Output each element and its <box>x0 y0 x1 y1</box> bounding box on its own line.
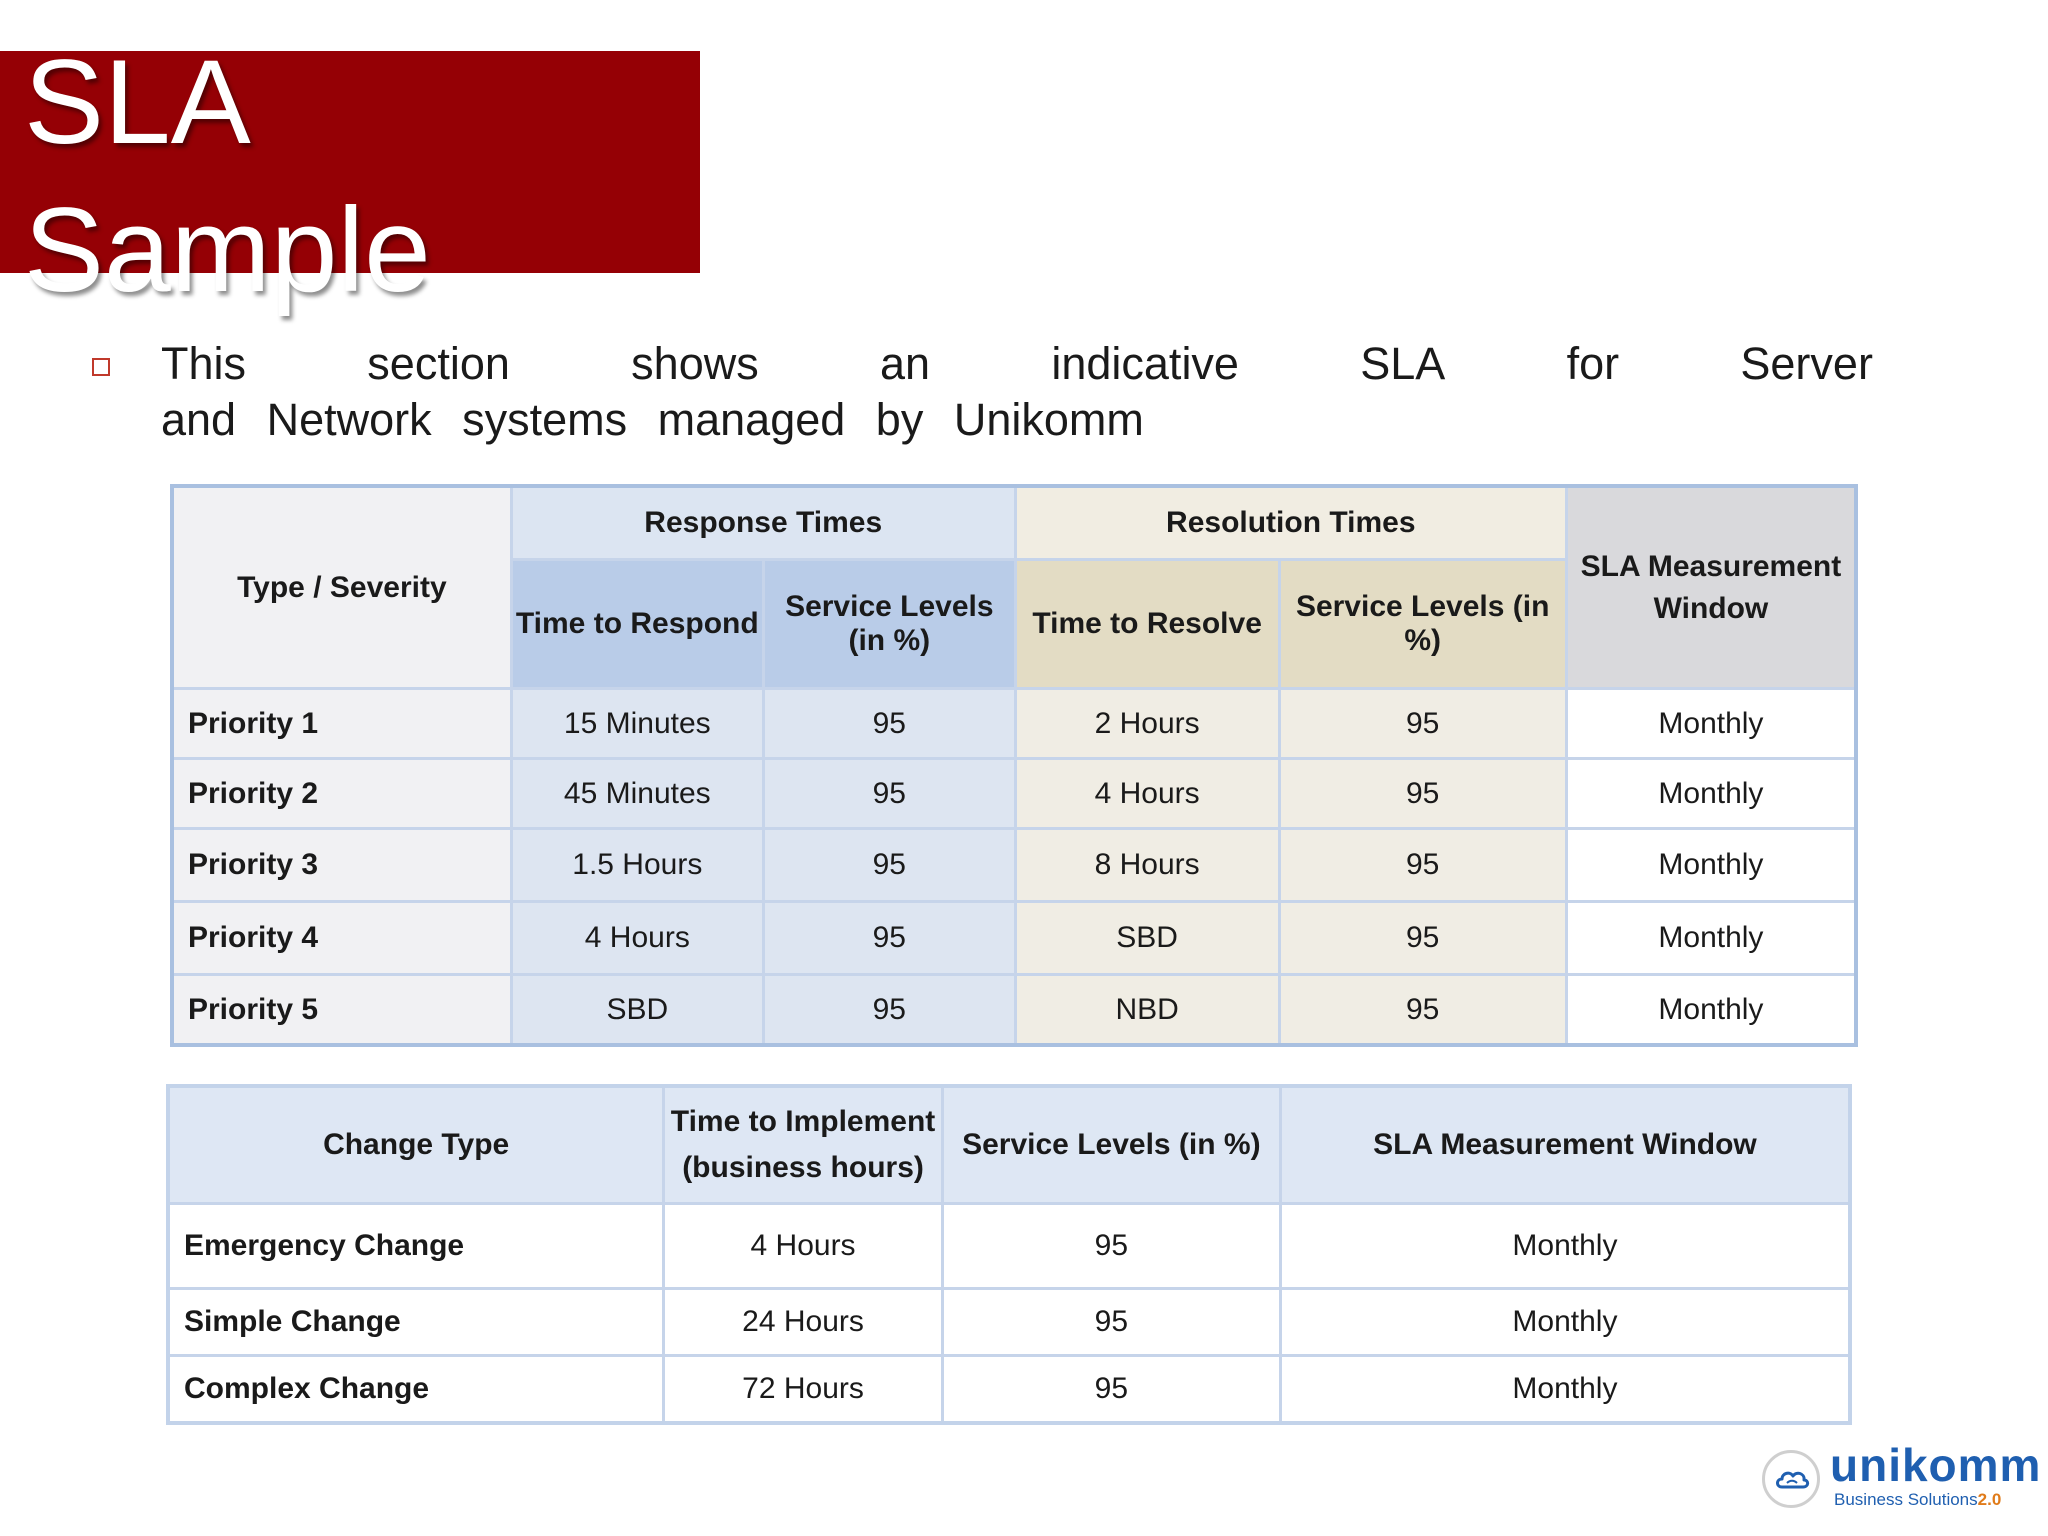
resolve-time-cell: 8 Hours <box>1015 829 1279 902</box>
resolve-sl-cell: 95 <box>1279 759 1566 829</box>
change-window-header: SLA Measurement Window <box>1280 1086 1850 1204</box>
type-severity-header: Type / Severity <box>172 486 511 689</box>
time-to-implement-header <box>664 1086 943 1204</box>
response-times-header: Response Times <box>511 486 1015 560</box>
logo-tagline <box>1834 1490 2001 1510</box>
respond-sl-cell: 95 <box>763 829 1015 902</box>
sla-severity-table <box>170 484 1858 1047</box>
resolve-sl-cell: 95 <box>1279 689 1566 759</box>
bullet-word: Server <box>1740 338 1873 389</box>
resolve-sl-cell: 95 <box>1279 902 1566 975</box>
square-bullet-icon <box>92 358 110 376</box>
bullet-word: shows <box>631 338 759 389</box>
bullet-text <box>161 336 1961 448</box>
change-service-levels-header: Service Levels (in %) <box>942 1086 1280 1204</box>
change-sl-cell: 95 <box>942 1356 1280 1424</box>
change-type-table <box>166 1084 1852 1425</box>
implement-time-cell: 24 Hours <box>664 1289 943 1356</box>
bullet-word: indicative <box>1051 338 1239 389</box>
bullet-line-2: and Network systems managed by Unikomm <box>161 394 1144 445</box>
change-window-cell: Monthly <box>1280 1289 1850 1356</box>
time-to-implement-line-2: (business hours) <box>682 1151 924 1184</box>
response-service-levels-header: Service Levels (in %) <box>763 560 1015 689</box>
time-to-implement-line-1: Time to Implement <box>670 1105 936 1138</box>
sla-window-header-line-2: Window <box>1653 591 1769 625</box>
respond-time-cell: 4 Hours <box>511 902 763 975</box>
logo-tagline-text: Business Solutions <box>1834 1490 1978 1509</box>
cloud-icon-svg <box>1774 1465 1810 1493</box>
resolve-time-cell: SBD <box>1015 902 1279 975</box>
logo-wordmark: unikomm <box>1830 1439 2042 1491</box>
resolve-time-cell: 2 Hours <box>1015 689 1279 759</box>
cloud-icon <box>1762 1450 1820 1508</box>
window-cell: Monthly <box>1566 902 1856 975</box>
bullet-line-1 <box>161 336 1873 392</box>
priority-cell: Priority 5 <box>172 975 511 1046</box>
respond-time-cell: 1.5 Hours <box>511 829 763 902</box>
change-name-cell: Simple Change <box>168 1289 664 1356</box>
sla-window-header-line-1: SLA Measurement <box>1580 549 1842 583</box>
table-row <box>168 1204 1850 1289</box>
change-name-cell: Complex Change <box>168 1356 664 1424</box>
table-row <box>172 829 1856 902</box>
resolve-time-cell: 4 Hours <box>1015 759 1279 829</box>
time-to-respond-header: Time to Respond <box>511 560 763 689</box>
change-sl-cell: 95 <box>942 1289 1280 1356</box>
respond-time-cell: SBD <box>511 975 763 1046</box>
change-window-cell: Monthly <box>1280 1204 1850 1289</box>
respond-sl-cell: 95 <box>763 975 1015 1046</box>
window-cell: Monthly <box>1566 759 1856 829</box>
implement-time-cell: 4 Hours <box>664 1204 943 1289</box>
priority-cell: Priority 4 <box>172 902 511 975</box>
bullet-word: for <box>1566 338 1620 389</box>
window-cell: Monthly <box>1566 829 1856 902</box>
resolve-time-cell: NBD <box>1015 975 1279 1046</box>
bullet-word: This <box>161 338 247 389</box>
change-window-cell: Monthly <box>1280 1356 1850 1424</box>
sla-window-header <box>1566 486 1856 689</box>
resolution-service-levels-header: Service Levels (in %) <box>1279 560 1566 689</box>
table-row <box>172 902 1856 975</box>
window-cell: Monthly <box>1566 975 1856 1046</box>
respond-sl-cell: 95 <box>763 902 1015 975</box>
time-to-resolve-header: Time to Resolve <box>1015 560 1279 689</box>
resolve-sl-cell: 95 <box>1279 975 1566 1046</box>
table-row <box>172 759 1856 829</box>
table-row <box>172 689 1856 759</box>
table-row <box>172 975 1856 1046</box>
implement-time-cell: 72 Hours <box>664 1356 943 1424</box>
respond-sl-cell: 95 <box>763 759 1015 829</box>
slide-title <box>24 28 431 324</box>
title-line-1: SLA <box>24 35 251 169</box>
priority-cell: Priority 3 <box>172 829 511 902</box>
change-type-header: Change Type <box>168 1086 664 1204</box>
change-name-cell: Emergency Change <box>168 1204 664 1289</box>
bullet-word: SLA <box>1360 338 1446 389</box>
respond-time-cell: 45 Minutes <box>511 759 763 829</box>
bullet-word: an <box>880 338 931 389</box>
unikomm-logo <box>1762 1439 2042 1516</box>
logo-version: 2.0 <box>1977 1490 2002 1509</box>
resolution-times-header: Resolution Times <box>1015 486 1566 560</box>
table-row <box>168 1289 1850 1356</box>
title-line-2: Sample <box>24 183 431 317</box>
resolve-sl-cell: 95 <box>1279 829 1566 902</box>
change-sl-cell: 95 <box>942 1204 1280 1289</box>
priority-cell: Priority 1 <box>172 689 511 759</box>
window-cell: Monthly <box>1566 689 1856 759</box>
priority-cell: Priority 2 <box>172 759 511 829</box>
table-row <box>168 1356 1850 1424</box>
bullet-word: section <box>367 338 510 389</box>
respond-time-cell: 15 Minutes <box>511 689 763 759</box>
respond-sl-cell: 95 <box>763 689 1015 759</box>
